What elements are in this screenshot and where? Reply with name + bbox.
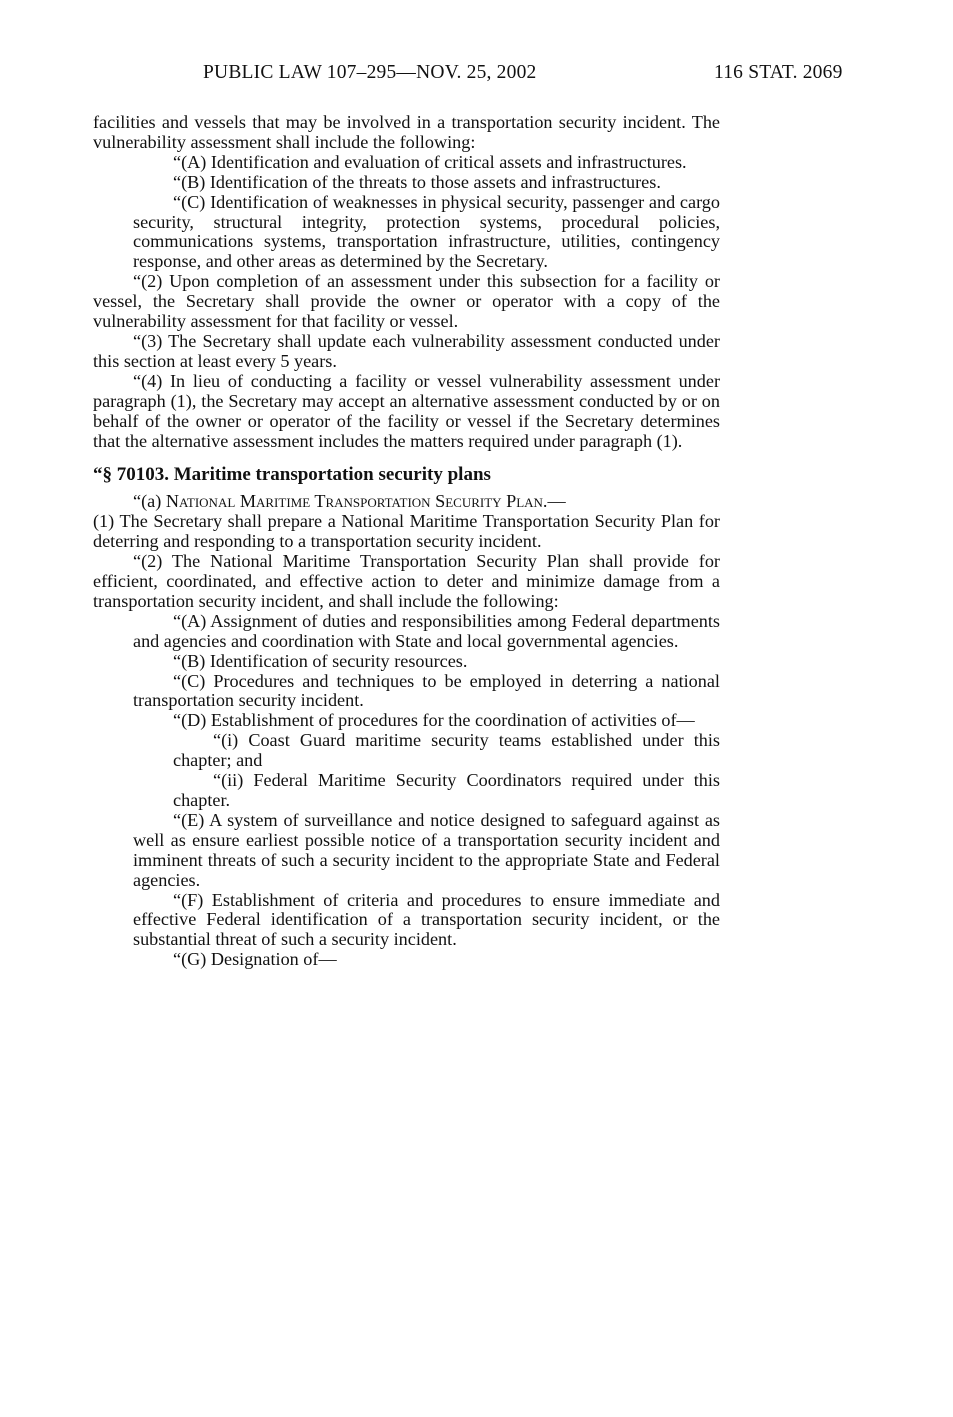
paragraph-4-alternative: “(4) In lieu of conducting a facility or vessel vulnerability assessment under paragraph (1), the Secretary may accept an alternative assessment conducted by or on behalf of the owner or operator of the facility or vessel if the Secretary determines that the alternative assessment includes the matters required under paragraph (1). (93, 370, 720, 451)
statute-body (93, 113, 720, 970)
clause-b-resources: “(B) Identification of security resources. (173, 650, 468, 671)
statute-page-number: 116 STAT. 2069 (714, 62, 843, 83)
clause-ii-coordinators: “(ii) Federal Maritime Security Coordinators required under this chapter. (173, 770, 720, 810)
paragraph-3-update: “(3) The Secretary shall update each vulnerability assessment conducted under this section at least every 5 years. (93, 330, 720, 371)
subsection-a-prefix: “(a) (133, 491, 166, 512)
subsection-a-caption: National Maritime Transportation Security Plan.— (165, 491, 566, 512)
clause-c-weaknesses: “(C) Identification of weaknesses in physical security, passenger and cargo security, structural integrity, protection systems, procedural policies, communications systems, transportation infrastructure, utilities, contingency response, and other areas as determined by the Secretary. (133, 191, 720, 272)
page-header (0, 62, 953, 92)
clause-c-procedures: “(C) Procedures and techniques to be employed in deterring a national transportation security incident. (133, 670, 720, 711)
clause-e-surveillance: “(E) A system of surveillance and notice designed to safeguard against as well as ensure earliest possible notice of a transportation security incident and imminent threats of such a security incident to the appropriate State and Federal agencies. (133, 809, 720, 890)
clause-a-critical-assets: “(A) Identification and evaluation of critical assets and infrastructures. (173, 151, 687, 172)
clause-d-coordination: “(D) Establishment of procedures for the coordination of activities of— (173, 710, 695, 731)
subsection-a (93, 492, 720, 552)
clause-b-threats: “(B) Identification of the threats to those assets and infrastructures. (173, 171, 661, 192)
subsection-a-text: (1) The Secretary shall prepare a National Maritime Transportation Security Plan for deterring and responding to a transportation security incident. (93, 511, 720, 552)
running-head-title: PUBLIC LAW 107–295—NOV. 25, 2002 (203, 62, 537, 83)
section-heading: “§ 70103. Maritime transportation security plans (93, 464, 491, 486)
paragraph-2-completion: “(2) Upon completion of an assessment under this subsection for a facility or vessel, the Secretary shall provide the owner or operator with a copy of the vulnerability assessment for that facility or vessel. (93, 271, 720, 332)
clause-i-security-teams: “(i) Coast Guard maritime security teams established under this chapter; and (173, 730, 720, 771)
clause-g-designation: “(G) Designation of— (173, 949, 337, 970)
clause-a-duties: “(A) Assignment of duties and responsibilities among Federal departments and agencies and coordination with State and local governmental agencies. (133, 610, 720, 651)
continuation-paragraph: facilities and vessels that may be involved in a transportation security incident. The vulnerability assessment shall include the following: (93, 112, 720, 152)
clause-f-criteria: “(F) Establishment of criteria and procedures to ensure immediate and effective Federal identification of a transportation security incident, or the substantial threat of such a security incident. (133, 889, 720, 950)
paragraph-2-plan: “(2) The National Maritime Transportation Security Plan shall provide for efficient, coordinated, and effective action to deter and minimize damage from a transportation security incident, and shall include the following: (93, 551, 720, 611)
